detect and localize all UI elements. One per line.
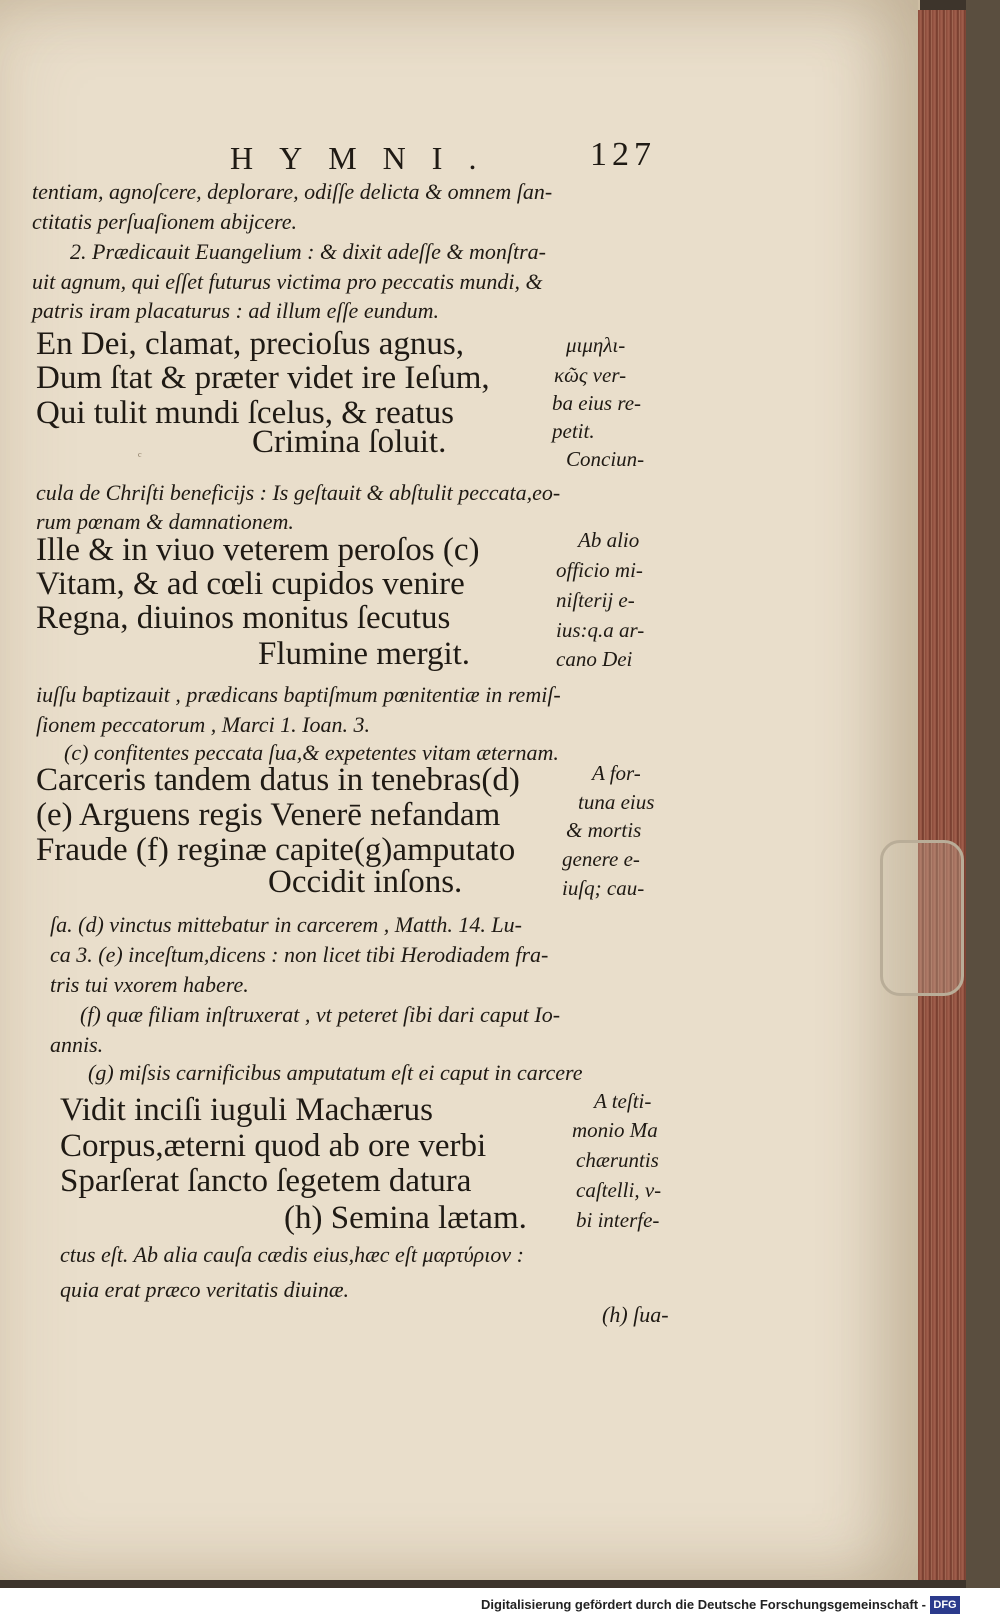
dfg-logo: DFG — [930, 1596, 960, 1614]
verse-line: (h) Semina lætam. — [284, 1200, 527, 1236]
verse-line: Sparſerat ſancto ſegetem datura — [60, 1163, 472, 1199]
footer-bar — [0, 1590, 1000, 1624]
margin-note: A teſti- — [594, 1089, 652, 1113]
margin-note: chæruntis — [576, 1148, 659, 1172]
prose-line: (f) quæ filiam inſtruxerat , vt peteret ſibi dari caput Io- — [80, 1002, 561, 1027]
prose-line: ctitatis perſuaſionem abijcere. — [32, 209, 297, 234]
margin-note: petit. — [552, 419, 595, 443]
margin-note: ius:q.a ar- — [556, 618, 645, 642]
margin-note: caſtelli, v- — [576, 1178, 662, 1202]
prose-line: ſionem peccatorum , Marci 1. Ioan. 3. — [36, 712, 371, 737]
verse-line: Fraude (f) reginæ capite(g)amputato — [36, 832, 516, 868]
margin-note: & mortis — [566, 818, 642, 842]
verse-line: (e) Arguens regis Venerē nefandam — [36, 797, 501, 833]
prose-line: annis. — [50, 1032, 104, 1057]
verse-line: Vitam, & ad cœli cupidos venire — [36, 566, 465, 602]
margin-note: κῶς ver- — [554, 363, 627, 387]
verse-line: Crimina ſoluit. — [252, 424, 447, 460]
margin-note: A for- — [592, 761, 641, 785]
catchword: (h) ſua- — [602, 1302, 669, 1327]
prose-line: tentiam, agnoſcere, deplorare, odiſſe delicta & omnem ſan- — [32, 179, 553, 204]
verse-line: Flumine mergit. — [258, 636, 471, 672]
margin-note: ba eius re- — [552, 391, 642, 415]
margin-note: μιμηλι- — [566, 333, 626, 357]
page-clip — [880, 840, 964, 996]
margin-note: Ab alio — [578, 528, 640, 552]
page-number: 127 — [590, 136, 656, 173]
prose-line: iuſſu baptizauit , prædicans baptiſmum pœnitentiæ in remiſ- — [36, 682, 561, 707]
verse-line: Qui tulit mundi ſcelus, & reatus — [36, 395, 454, 431]
margin-note: iuſq; cau- — [562, 876, 645, 900]
prose-line: (g) miſsis carnificibus amputatum eſt ei caput in carcere — [88, 1060, 583, 1085]
stray-mark: ᶜ — [138, 450, 142, 465]
prose-line: ca 3. (e) inceſtum,dicens : non licet tibi Herodiadem fra- — [50, 942, 549, 967]
margin-note: Conciun- — [566, 447, 645, 471]
verse-line: Dum ſtat & præter videt ire Ieſum, — [36, 360, 490, 396]
prose-line: (c) confitentes peccata ſua,& expetentes vitam æternam. — [64, 740, 559, 765]
margin-note: tuna eius — [578, 790, 655, 814]
margin-note: officio mi- — [556, 558, 643, 582]
prose-line: patris iram placaturus : ad illum eſſe eundum. — [32, 298, 439, 323]
verse-line: Corpus,æterni quod ab ore verbi — [60, 1128, 487, 1164]
margin-note: monio Ma — [572, 1118, 658, 1142]
prose-line: ctus eſt. Ab alia cauſa cædis eius,hæc eſt μαρτύριον : — [60, 1242, 524, 1267]
prose-line: tris tui vxorem habere. — [50, 972, 249, 997]
book-cover — [966, 0, 1000, 1588]
prose-line: 2. Prædicauit Euangelium : & dixit adeſſe & monſtra- — [70, 239, 546, 264]
verse-line: En Dei, clamat, precioſus agnus, — [36, 326, 464, 362]
margin-note: niſterij e- — [556, 588, 635, 612]
prose-line: rum pœnam & damnationem. — [36, 509, 294, 534]
prose-line: ſa. (d) vinctus mittebatur in carcerem , Matth. 14. Lu- — [50, 912, 522, 937]
page-edges — [918, 10, 966, 1580]
verse-line: Carceris tandem datus in tenebras(d) — [36, 762, 520, 798]
verse-line: Ille & in viuo veterem peroſos (c) — [36, 532, 480, 568]
running-head: HYMNI. — [230, 140, 503, 176]
margin-note: cano Dei — [556, 647, 633, 671]
verse-line: Vidit inciſi iuguli Machærus — [60, 1092, 433, 1128]
prose-line: cula de Chriſti beneficijs : Is geſtauit & abſtulit peccata,eo- — [36, 480, 561, 505]
footer-credit: Digitalisierung gefördert durch die Deutsche Forschungsgemeinschaft - — [481, 1597, 926, 1612]
prose-line: uit agnum, qui eſſet futurus victima pro peccatis mundi, & — [32, 269, 543, 294]
verse-line: Occidit inſons. — [268, 864, 463, 900]
margin-note: bi interfe- — [576, 1208, 660, 1232]
prose-line: quia erat præco veritatis diuinæ. — [60, 1277, 350, 1302]
margin-note: genere e- — [562, 847, 640, 871]
verse-line: Regna, diuinos monitus ſecutus — [36, 600, 451, 636]
